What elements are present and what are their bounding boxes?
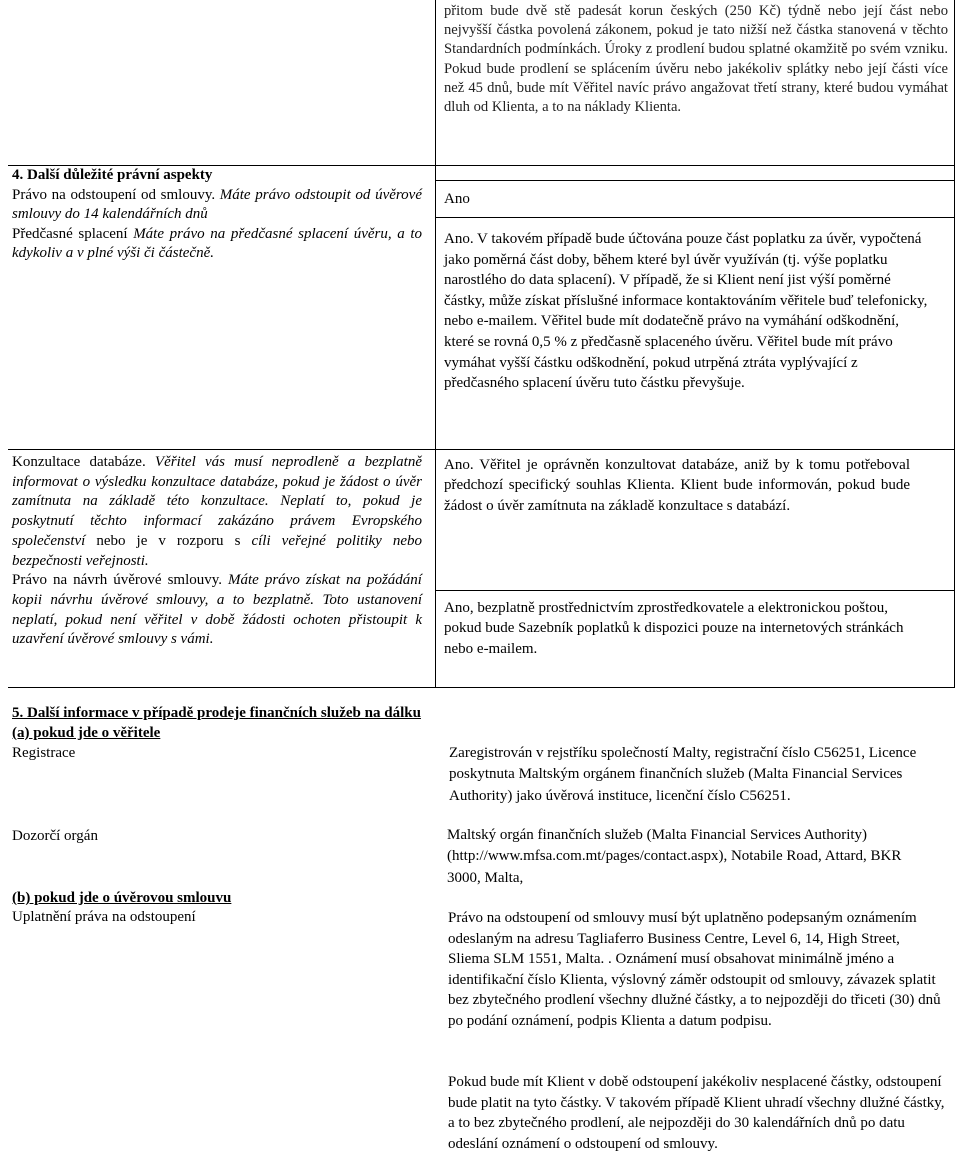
section5-heading-text: 5. Další informace v případě prodeje finančních služeb na dálku (12, 705, 421, 721)
registration-value: Zaregistrován v rejstříku společností Malty, registrační číslo C56251, Licence poskytnuta Maltským orgánem finančních služeb (Malta Financial Services Authority) jako úvěrová instituce, licenční číslo C56251. (449, 745, 917, 804)
section5-sub-a: (a) pokud jde o věřitele (12, 725, 161, 741)
draft-value: Ano, bezplatně prostřednictvím zprostředkovatele a elektronickou poštou, pokud bude Sazebník poplatků k dispozici pouze na internetových stránkách nebo e-mailem. (444, 600, 904, 657)
early-repayment-value: Ano. V takovém případě bude účtována pouze část poplatku za úvěr, vypočtená jako poměrná část doby, během které byl úvěr využíván (tj. výše poplatku narostlého do data splacení). V případě, že si Klient není jist výší poměrné částky, může získat příslušné informace kontaktováním věřitele buď telefonicky, nebo e-mailem. Věřitel bude mít dodatečně právo na vymáhání odškodnění, které se rovná 0,5 % z předčasně splaceného úvěru. Věřitel bude mít právo vymáhat vyšší částku odškodnění, pokud utrpěná ztráta vyplývající z předčasného splacení úvěru tuto částku převyšuje. (444, 231, 928, 392)
registration-label: Registrace (12, 745, 76, 761)
database-label: Konzultace databáze. (12, 454, 146, 470)
supervisor-value: Maltský orgán finančních služeb (Malta Financial Services Authority) (http://www.mfsa.com.mt/pages/contact.aspx), Notabile Road, Attard, BKR 3000, Malta, (447, 827, 902, 886)
section4-heading: 4. Další důležité právní aspekty (12, 167, 213, 183)
withdrawal-exercise-value: Právo na odstoupení od smlouvy musí být uplatněno podepsaným oznámením odeslaným na adresu Tagliaferro Business Centre, Level 6, 14, High Street, Sliema SLM 1551, Malta. . Oznámení musí obsahovat minimálně jméno a identifikační číslo Klienta, výslovný záměr odstoupit od smlouvy, závazek splatit bez zbytečného prodlení všechny dlužné částky, a to nejpozději do třiceti (30) dnů po podání oznámení, podpis Klienta a datum podpisu. (448, 910, 941, 1029)
section4-left-block (12, 166, 422, 264)
draft-label: Právo na návrh úvěrové smlouvy. (12, 572, 223, 589)
table-row-divider (436, 590, 955, 591)
draft-desc: Máte právo získat na požádání kopii návrhu úvěrové smlouvy, a to bezplatně. Toto ustanovení neplatí, pokud není věřitel v době žádosti ochoten přistoupit k uzavření úvěrové smlouvy s vámi. (12, 572, 422, 648)
section5-heading (12, 703, 952, 723)
table-row-divider (436, 180, 955, 181)
supervisor-label: Dozorčí orgán (12, 828, 98, 844)
table-bottom-border (8, 687, 955, 688)
database-desc-end: cíli veřejné politiky nebo bezpečnosti veřejnosti. (12, 532, 422, 569)
section5-sub-b: (b) pokud jde o úvěrovou smlouvu (12, 890, 232, 906)
withdrawal-label: Právo na odstoupení od smlouvy. (12, 186, 216, 203)
early-repayment-desc: Máte právo na předčasné splacení úvěru, a to kdykoliv a v plné výši či částečně. (12, 225, 423, 261)
table-row-divider (8, 449, 955, 450)
withdrawal-exercise-label: Uplatnění práva na odstoupení (12, 909, 196, 925)
database-desc-plain: nebo je v rozporu s (85, 532, 252, 549)
database-block (12, 453, 422, 650)
database-value: Ano. Věřitel je oprávněn konzultovat databáze, aniž by k tomu potřeboval předchozí specifický souhlas Klienta. Klient bude informován, pokud bude žádost o úvěr zamítnuta na základě konzultace s databází. (444, 457, 910, 514)
withdrawal-exercise-note: Pokud bude mít Klient v době odstoupení jakékoliv nesplacené částky, odstoupení bude platit na tyto částky. V takovém případě Klient uhradí všechny dlužné částky, a to bez zbytečného prodlení, ale nejpozději do 30 kalendářních dnů po datu odeslání oznámení o odstoupení od smlouvy. (448, 1074, 945, 1152)
interest-text: přitom bude dvě stě padesát korun českých (250 Kč) týdně nebo její část nebo nejvyšší částka povolená zákonem, pokud je tato nižší než částka stanovená v těchto Standardních podmínkách. Úroky z prodlení budou splatné okamžitě po svém vzniku. Pokud bude prodlení se splácením úvěru nebo jakékoliv splátky nebo její části více než 45 dnů, bude mít Věřitel navíc právo angažovat třetí strany, které budou vymáhat dluh od Klienta, a to na náklady Klienta. (444, 3, 948, 116)
table-row-divider (436, 217, 955, 218)
early-repayment-label: Předčasné splacení (12, 225, 128, 242)
withdrawal-value: Ano (444, 191, 470, 207)
database-desc: Věřitel vás musí neprodleně a bezplatně informovat o výsledku konzultace databáze, pokud je žádost o úvěr zamítnuta na základě této konzultace. Neplatí to, pokud je poskytnutí těchto informací zakázáno právem Evropského společenství (12, 454, 422, 549)
withdrawal-desc: Máte právo odstoupit od úvěrové smlouvy do 14 kalendářních dnů (12, 186, 422, 222)
table-right-border (954, 0, 955, 687)
table-vertical-divider (435, 0, 436, 687)
